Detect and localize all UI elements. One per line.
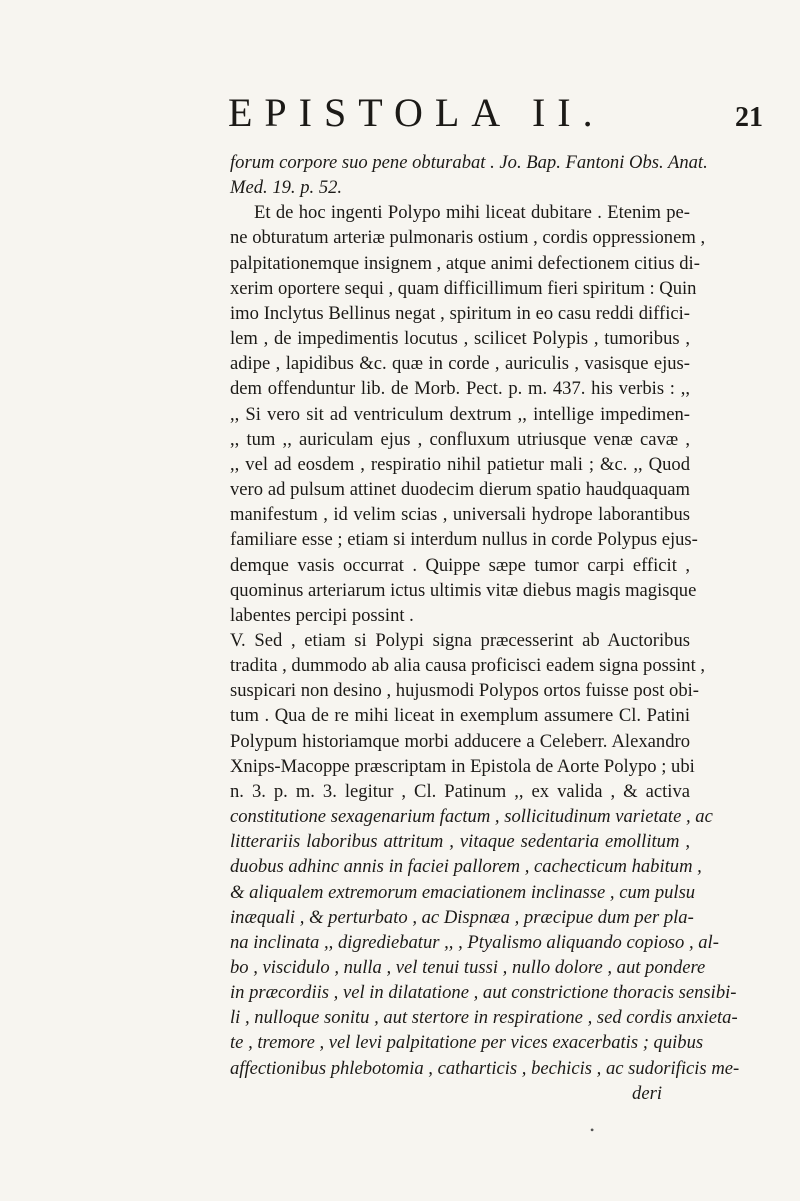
page-header xyxy=(0,88,800,138)
text-line: duobus adhinc annis in faciei pallorem , cachecticum habitum , xyxy=(230,856,702,878)
body-text xyxy=(230,150,740,1106)
text-line: suspicari non desino , hujusmodi Polypos ortos fuisse post obi- xyxy=(230,680,699,702)
text-line: & aliqualem extremorum emaciationem inclinasse , cum pulsu xyxy=(230,881,696,903)
text-line: vero ad pulsum attinet duodecim dierum spatio haudquaquam xyxy=(230,479,690,501)
text-line: n. 3. p. m. 3. legitur , Cl. Patinum ,, ex valida , & activa xyxy=(230,780,690,802)
stray-mark: • xyxy=(590,1123,595,1137)
text-line: constitutione sexagenarium factum , sollicitudinum varietate , ac xyxy=(230,806,713,828)
text-line: ,, tum ,, auriculam ejus , confluxum utriusque venæ cavæ , xyxy=(230,428,690,450)
text-line: tum . Qua de re mihi liceat in exemplum assumere Cl. Patini xyxy=(230,705,690,727)
text-line: demque vasis occurrat . Quippe sæpe tumor carpi efficit , xyxy=(230,554,690,576)
text-line: li , nulloque sonitu , aut stertore in respiratione , sed cordis anxieta- xyxy=(230,1007,738,1029)
text-line: labentes percipi possint . xyxy=(230,604,414,626)
text-line: manifestum , id velim scias , universali hydrope laborantibus xyxy=(230,504,690,526)
text-line: adipe , lapidibus &c. quæ in corde , auriculis , vasisque ejus- xyxy=(230,353,690,375)
text-line: Polypum historiamque morbi adducere a Celeberr. Alexandro xyxy=(230,730,690,752)
text-line: lem , de impedimentis locutus , scilicet Polypis , tumoribus , xyxy=(230,328,690,350)
text-line: Et de hoc ingenti Polypo mihi liceat dubitare . Etenim pe- xyxy=(254,202,690,224)
text-line: na inclinata ,, digrediebatur ,, , Ptyalismo aliquando copioso , al- xyxy=(230,931,719,953)
running-title: EPISTOLA II. xyxy=(228,90,605,135)
text-line: litterariis laboribus attritum , vitaque sedentaria emollitum , xyxy=(230,831,690,853)
text-line: ,, vel ad eosdem , respiratio nihil patietur mali ; &c. ,, Quod xyxy=(230,453,690,475)
text-line: imo Inclytus Bellinus negat , spiritum in eo casu reddi diffici- xyxy=(230,302,690,324)
text-line: inæquali , & perturbato , ac Dispnæa , præcipue dum per pla- xyxy=(230,906,694,928)
text-line: Med. 19. p. 52. xyxy=(230,177,343,199)
text-line: xerim oportere sequi , quam difficillimum fieri spiritum : Quin xyxy=(230,277,697,299)
text-line: Xnips-Macoppe præscriptam in Epistola de Aorte Polypo ; ubi xyxy=(230,755,695,777)
text-line: ,, Si vero sit ad ventriculum dextrum ,, intellige impedimen- xyxy=(230,403,690,425)
page-number: 21 xyxy=(735,102,763,133)
text-line: te , tremore , vel levi palpitatione per vices exacerbatis ; quibus xyxy=(230,1032,704,1054)
text-line: ne obturatum arteriæ pulmonaris ostium , cordis oppressionem , xyxy=(230,227,706,249)
catchword: deri xyxy=(632,1082,662,1104)
text-line: affectionibus phlebotomia , catharticis , bechicis , ac sudorificis me- xyxy=(230,1057,740,1079)
text-line: palpitationemque insignem , atque animi defectionem citius di- xyxy=(230,252,700,274)
text-line: V. Sed , etiam si Polypi signa præcesserint ab Auctoribus xyxy=(230,629,690,651)
text-line: in præcordiis , vel in dilatatione , aut constrictione thoracis sensibi- xyxy=(230,982,737,1004)
text-line: quominus arteriarum ictus ultimis vitæ diebus magis magisque xyxy=(230,579,697,601)
text-line: forum corpore suo pene obturabat . Jo. Bap. Fantoni Obs. Anat. xyxy=(230,152,708,173)
text-line: dem offenduntur lib. de Morb. Pect. p. m. 437. his verbis : ,, xyxy=(230,378,690,400)
text-line: familiare esse ; etiam si interdum nullus in corde Polypus ejus- xyxy=(230,529,698,551)
text-line: tradita , dummodo ab alia causa proficisci eadem signa possint , xyxy=(230,655,706,677)
text-line: bo , viscidulo , nulla , vel tenui tussi , nullo dolore , aut pondere xyxy=(230,957,706,978)
